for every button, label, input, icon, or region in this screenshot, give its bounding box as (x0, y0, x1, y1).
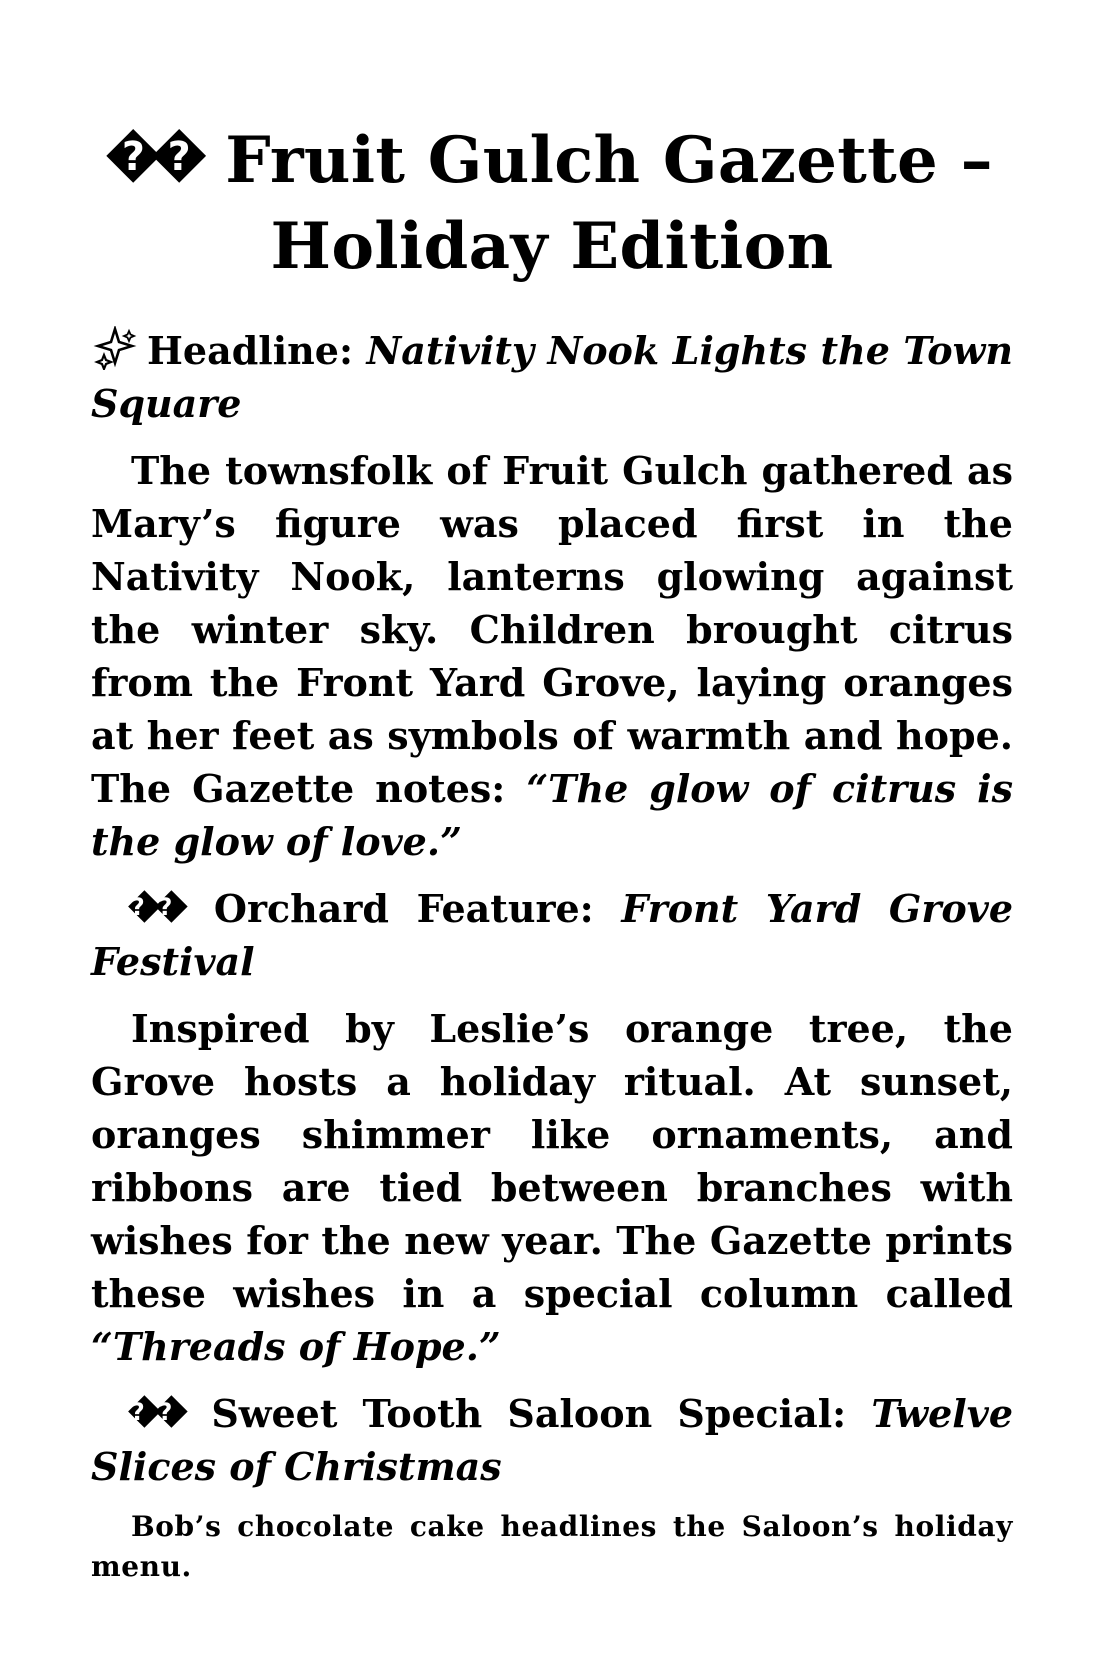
section-body-quote: “Threads of Hope.” (91, 1324, 501, 1369)
sparkles-icon (91, 326, 141, 370)
section-heading-orchard (91, 882, 1013, 988)
section-heading-saloon (91, 1387, 1013, 1493)
section-title: Front Yard Grove Festival (91, 886, 1013, 984)
section-title: Nativity Nook Lights the Town Square (91, 328, 1013, 426)
replacement-char-icon (131, 882, 186, 935)
replacement-char-icon (111, 118, 203, 204)
section-title: Twelve Slices of Christmas (91, 1391, 1013, 1489)
page-title (91, 118, 1013, 290)
section-body (91, 1507, 1013, 1587)
section-body (91, 1002, 1013, 1373)
gazette-page (91, 118, 1013, 1587)
section-body-text: Inspired by Leslie’s orange tree, the Grove hosts a holiday ritual. At sunset, oranges shimmer like ornaments, and ribbons are tied between branches with wishes for the new year. The Gazette prints these wishes in a special column called (91, 1006, 1013, 1316)
title-line-2: Holiday Edition (270, 209, 834, 284)
title-line-1: Fruit Gulch Gazette – (225, 123, 993, 198)
section-body-quote: “The glow of citrus is the glow of love.” (91, 766, 1013, 864)
section-label: Orchard Feature: (213, 886, 622, 931)
replacement-char-icon (131, 1387, 186, 1440)
section-body-text: The townsfolk of Fruit Gulch gathered as Mary’s figure was placed first in the Nativity Nook, lanterns glowing against the winter sky. Children brought citrus from the Front Yard Grove, laying oranges at her feet as symbols of warmth and hope. The Gazette notes: (91, 448, 1013, 811)
section-label: Sweet Tooth Saloon Special: (211, 1391, 872, 1436)
section-heading-headline (91, 324, 1013, 430)
section-body (91, 444, 1013, 868)
section-body-text: Bob’s chocolate cake headlines the Saloon’s holiday menu. (91, 1510, 1013, 1583)
section-label: Headline: (147, 328, 367, 373)
